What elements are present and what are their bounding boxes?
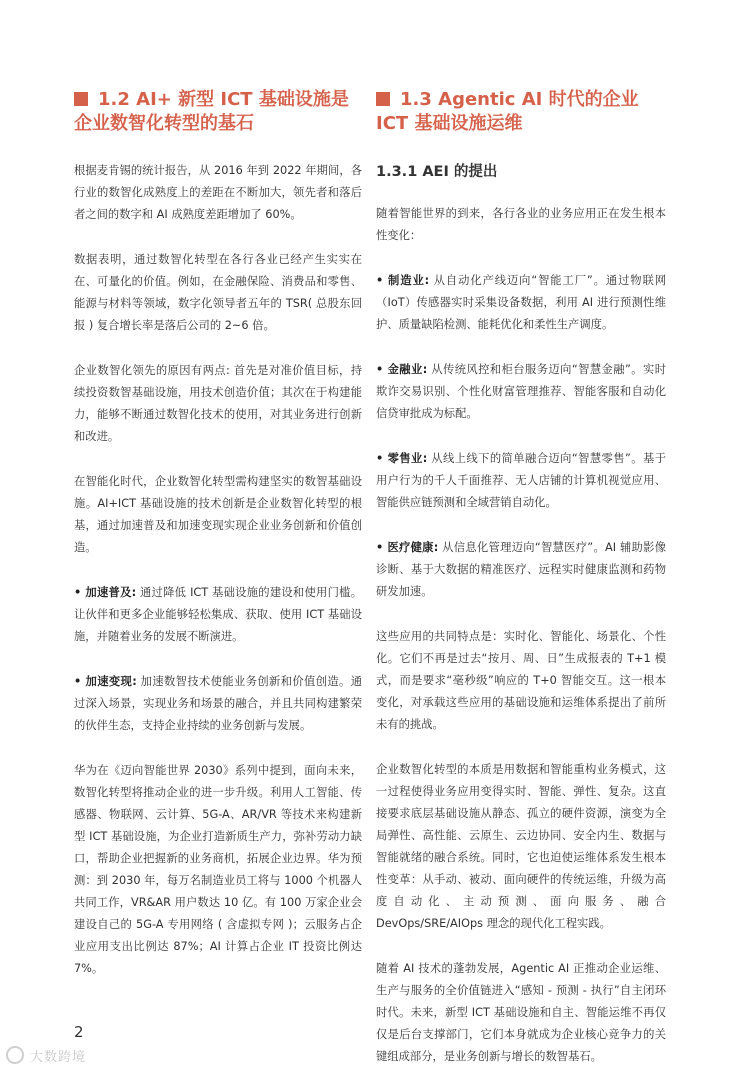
- bullet-item: [74, 582, 362, 648]
- page-number: 2: [74, 1023, 84, 1041]
- paragraph: 这些应用的共同特点是：实时化、智能化、场景化、个性化。它们不再是过去“按月、周、日”生成报表的 T+1 模式，而是要求“毫秒级”响应的 T+0 智能交互。这一根本变化，对承载这些应用的基础设施和运维体系提出了前所未有的挑战。: [376, 630, 666, 731]
- paragraph: 随着智能世界的到来，各行各业的业务应用正在发生根本性变化：: [376, 207, 666, 242]
- bullet-lead: • 加速变现:: [74, 675, 137, 688]
- bullet-item: [376, 270, 666, 336]
- bullet-lead: • 加速普及:: [74, 586, 137, 599]
- watermark: 大数跨境: [6, 1046, 86, 1065]
- bullet-lead: • 金融业:: [376, 363, 428, 376]
- section-marker-icon: [376, 92, 390, 106]
- bullet-text: 通过降低 ICT 基础设施的建设和使用门槛。让伙伴和更多企业能够轻松集成、获取、使用 ICT 基础设施，并随着业务的发展不断演进。: [74, 586, 362, 643]
- paragraph: 随着 AI 技术的蓬勃发展，Agentic AI 正推动企业运维、生产与服务的全价值链进入“感知 - 预测 - 执行”自主闭环时代。未来，新型 ICT 基础设施和自主、智能运维不再仅仅是后台支撑部门，它们本身就成为企业核心竞争力的关键组成部分，是业务创新与增长的数智基石。: [376, 962, 666, 1063]
- watermark-logo-icon: [6, 1046, 24, 1064]
- bullet-text: 加速数智技术使能业务创新和价值创造。通过深入场景，实现业务和场景的融合，并且共同构建繁荣的伙伴生态，支持企业持续的业务创新与发展。: [74, 675, 363, 732]
- paragraph: 企业数智化转型的本质是用数据和智能重构业务模式，这一过程使得业务应用变得实时、智能、弹性、复杂。这直接要求底层基础设施从静态、孤立的硬件资源，演变为全局弹性、高性能、云原生、云边协同、安全内生、数据与智能就绪的融合系统。同时，它也迫使运维体系发生根本性变革：从手动、被动、面向硬件的传统运维，升级为高度自动化、主动预测、面向服务、融合 DevOps/SRE/AIOps 理念的现代化工程实践。: [376, 763, 666, 930]
- paragraph: 在智能化时代，企业数智化转型需构建坚实的数智基础设施。AI+ICT 基础设施的技术创新是企业数智化转型的根基，通过加速普及和加速变现实现企业业务创新和价值创造。: [74, 475, 362, 554]
- section-title-1-3: 1.3 Agentic AI 时代的企业 ICT 基础设施运维: [376, 89, 639, 134]
- bullet-item: [376, 537, 666, 603]
- paragraph: 企业数智化领先的原因有两点: 首先是对准价值目标，持续投资数智基础设施，用技术创造价值；其次在于构建能力，能够不断通过数智化技术的使用，对其业务进行创新和改进。: [74, 364, 362, 443]
- bullet-item: [74, 671, 362, 737]
- paragraph: 数据表明，通过数智化转型在各行各业已经产生实实在在、可量化的价值。例如，在金融保险、消费品和零售、能源与材料等领域，数字化领导者五年的 TSR( 总股东回报 ) 复合增长率是落后公司的 2~6 倍。: [74, 253, 362, 332]
- bullet-text: 从传统风控和柜台服务迈向“智慧金融”。实时欺诈交易识别、个性化财富管理推荐、智能客服和自动化信贷审批成为标配。: [376, 363, 666, 420]
- bullet-lead: • 制造业:: [376, 274, 430, 287]
- bullet-lead: • 医疗健康:: [376, 541, 439, 554]
- paragraph: 华为在《迈向智能世界 2030》系列中提到，面向未来，数智化转型将推动企业的进一步升级。利用人工智能、传感器、物联网、云计算、5G-A、AR/VR 等技术来构建新型 ICT 基础设施，为企业打造新质生产力，弥补劳动力缺口，帮助企业把握新的业务商机，拓展企业边界。华为预测：到 2030 年，每万名制造业员工将与 1000 个机器人共同工作，VR&AR 用户数达 10 亿。有 100 万家企业会建设自己的 5G-A 专用网络 ( 含虚拟专网 )；云服务占企业应用支出比例达 87%；AI 计算占企业 IT 投资比例达 7%。: [74, 764, 362, 975]
- bullet-item: [376, 448, 666, 514]
- section-title-1-2: 1.2 AI+ 新型 ICT 基础设施是企业数智化转型的基石: [74, 89, 349, 134]
- section-marker-icon: [74, 92, 88, 106]
- bullet-text: 从线上线下的简单融合迈向“智慧零售”。基于用户行为的千人千面推荐、无人店铺的计算机视觉应用、智能供应链预测和全域营销自动化。: [376, 452, 666, 509]
- paragraph: 根据麦肯锡的统计报告，从 2016 年到 2022 年期间，各行业的数智化成熟度上的差距在不断加大，领先者和落后者之间的数字和 AI 成熟度差距增加了 60%。: [74, 164, 362, 221]
- bullet-text: 从自动化产线迈向“智能工厂”。通过物联网（IoT）传感器实时采集设备数据，利用 AI 进行预测性维护、质量缺陷检测、能耗优化和柔性生产调度。: [376, 274, 666, 331]
- bullet-lead: • 零售业:: [376, 452, 428, 465]
- subsection-title-1-3-1: 1.3.1 AEI 的提出: [376, 164, 498, 180]
- left-column: [74, 88, 362, 1003]
- right-column: [376, 88, 666, 1091]
- bullet-text: 从信息化管理迈向“智慧医疗”。AI 辅助影像诊断、基于大数据的精准医疗、远程实时健康监测和药物研发加速。: [376, 541, 667, 598]
- bullet-item: [376, 359, 666, 425]
